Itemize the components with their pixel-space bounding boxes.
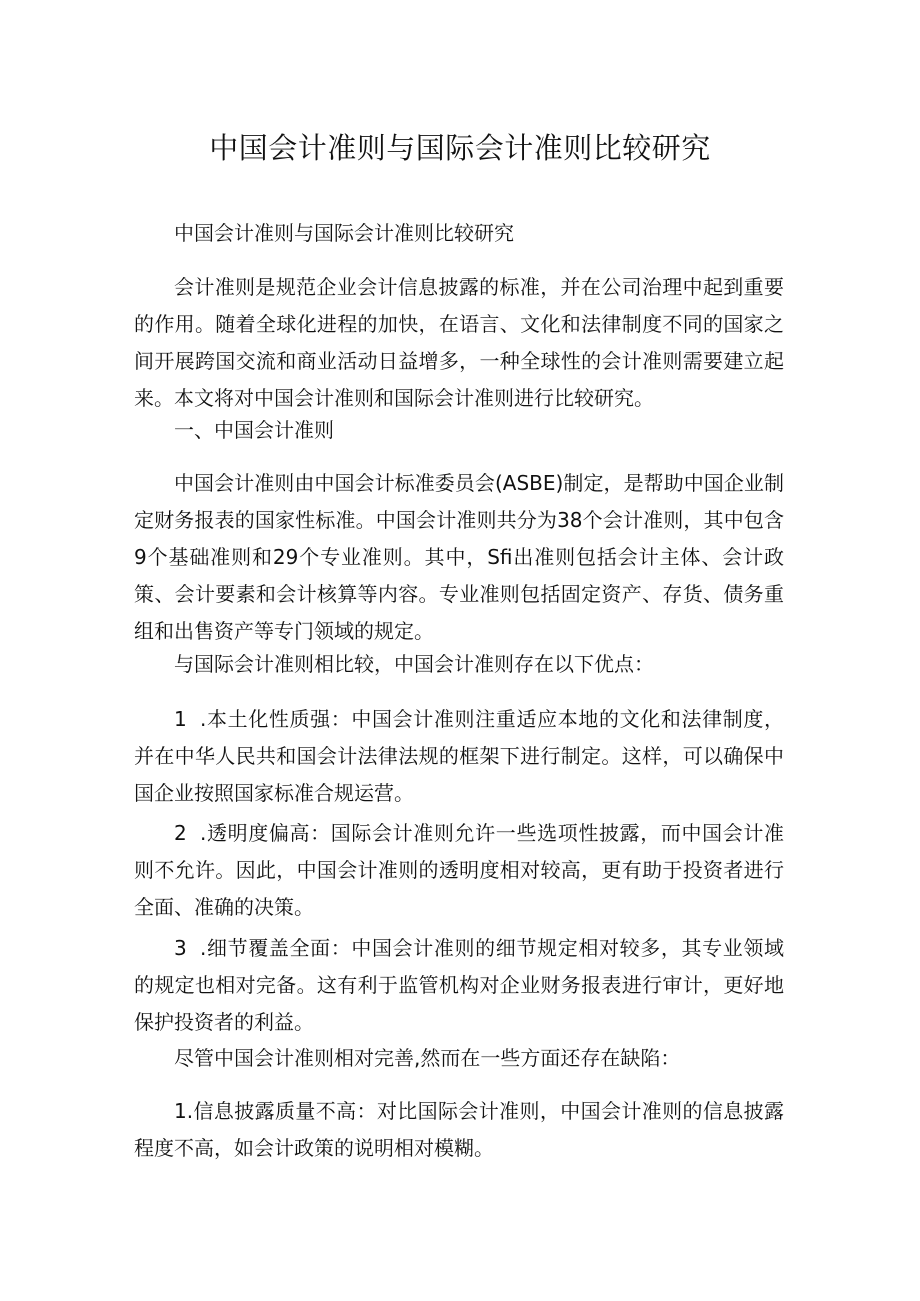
advantage-number: 1 (174, 707, 187, 731)
advantage-item-1 (134, 701, 784, 812)
advantage-item-2 (134, 815, 784, 926)
advantage-number: 3 (174, 936, 187, 960)
advantage-number: 2 (174, 821, 187, 845)
subtitle: 中国会计准则与国际会计准则比较研究 (174, 221, 514, 245)
page-title: 中国会计准则与国际会计准则比较研究 (209, 131, 711, 165)
advantage-item-3 (134, 930, 784, 1041)
defects-intro: 尽管中国会计准则相对完善,然而在一些方面还存在缺陷： (174, 1046, 681, 1070)
advantages-intro: 与国际会计准则相比较，中国会计准则存在以下优点： (174, 652, 654, 676)
advantage-text: .细节覆盖全面：中国会计准则的细节规定相对较多，其专业领域的规定也相对完备。这有利于监管机构对企业财务报表进行审计，更好地保护投资者的利益。 (134, 936, 784, 1034)
advantage-text: .透明度偏高：国际会计准则允许一些选项性披露，而中国会计准则不允许。因此，中国会计准则的透明度相对较高，更有助于投资者进行全面、准确的决策。 (134, 821, 784, 919)
intro-paragraph: 会计准则是规范企业会计信息披露的标准，并在公司治理中起到重要的作用。随着全球化进程的加快，在语言、文化和法律制度不同的国家之间开展跨国交流和商业活动日益增多，一种全球性的会计准则需要建立起来。本文将对中国会计准则和国际会计准则进行比较研究。 (134, 275, 784, 410)
advantage-text: .本土化性质强：中国会计准则注重适应本地的文化和法律制度，并在中华人民共和国会计法律法规的框架下进行制定。这样，可以确保中国企业按照国家标准合规运营。 (134, 707, 784, 805)
section-heading-1: 一、中国会计准则 (174, 418, 334, 442)
section-1-paragraph: 中国会计准则由中国会计标准委员会(ASBE)制定，是帮助中国企业制定财务报表的国家性标准。中国会计准则共分为38个会计准则，其中包含9个基础准则和29个专业准则。其中，Sfi出准则包括会计主体、会计政策、会计要素和会计核算等内容。专业准则包括固定资产、存货、债务重组和出售资产等专门领域的规定。 (134, 471, 784, 643)
defect-item-1: 1.信息披露质量不高：对比国际会计准则，中国会计准则的信息披露程度不高，如会计政策的说明相对模糊。 (134, 1099, 784, 1160)
